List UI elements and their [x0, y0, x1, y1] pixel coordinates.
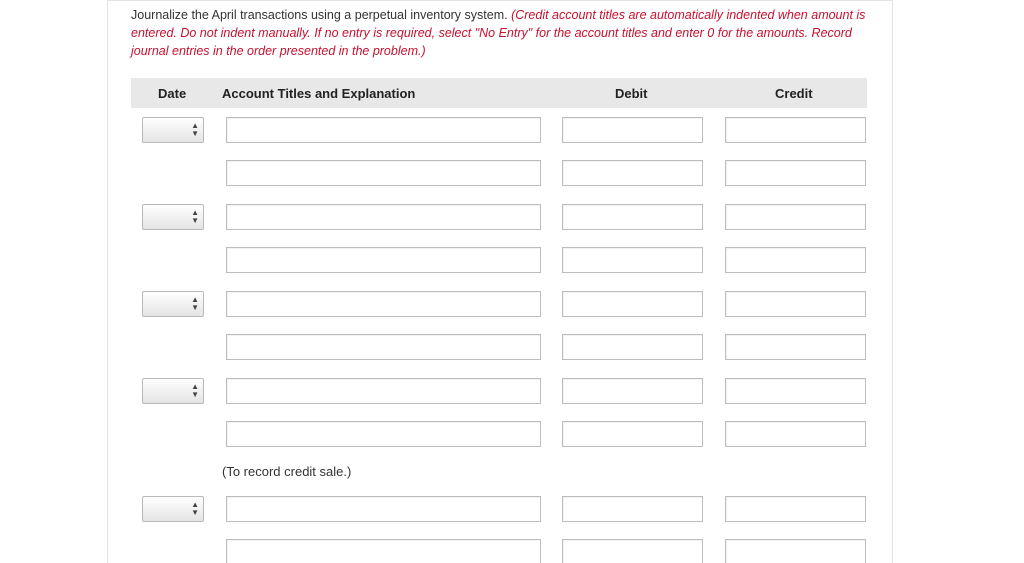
credit-field[interactable] — [725, 334, 866, 360]
debit-field[interactable] — [562, 378, 703, 404]
credit-field[interactable] — [725, 247, 866, 273]
entry-explanation: (To record credit sale.) — [222, 464, 352, 479]
date-select[interactable] — [142, 378, 204, 404]
updown-arrows-icon: ▲ ▼ — [191, 295, 199, 312]
account-field[interactable] — [226, 496, 541, 522]
credit-field[interactable] — [725, 496, 866, 522]
credit-field[interactable] — [725, 291, 866, 317]
debit-field[interactable] — [562, 496, 703, 522]
header-credit: Credit — [775, 86, 813, 101]
updown-arrows-icon: ▲ ▼ — [191, 500, 199, 517]
account-field[interactable] — [226, 204, 541, 230]
credit-field[interactable] — [725, 378, 866, 404]
account-field[interactable] — [226, 378, 541, 404]
date-select[interactable] — [142, 204, 204, 230]
credit-field[interactable] — [725, 160, 866, 186]
updown-arrows-icon: ▲ ▼ — [191, 121, 199, 138]
header-debit: Debit — [615, 86, 648, 101]
account-field[interactable] — [226, 421, 541, 447]
updown-arrows-icon: ▲ ▼ — [191, 208, 199, 225]
account-field[interactable] — [226, 247, 541, 273]
account-field[interactable] — [226, 291, 541, 317]
updown-arrows-icon: ▲ ▼ — [191, 382, 199, 399]
account-field[interactable] — [226, 539, 541, 563]
debit-field[interactable] — [562, 160, 703, 186]
header-date: Date — [158, 86, 187, 101]
date-select[interactable] — [142, 291, 204, 317]
date-select[interactable] — [142, 496, 204, 522]
account-field[interactable] — [226, 160, 541, 186]
credit-field[interactable] — [725, 204, 866, 230]
debit-field[interactable] — [562, 421, 703, 447]
table-header — [131, 78, 867, 108]
credit-field[interactable] — [725, 539, 866, 563]
header-account: Account Titles and Explanation — [222, 86, 416, 101]
instructions-plain: Journalize the April transactions using a perpetual inventory system. — [131, 8, 508, 22]
date-select[interactable] — [142, 117, 204, 143]
debit-field[interactable] — [562, 539, 703, 563]
instructions — [131, 6, 871, 60]
account-field[interactable] — [226, 334, 541, 360]
debit-field[interactable] — [562, 117, 703, 143]
credit-field[interactable] — [725, 117, 866, 143]
debit-field[interactable] — [562, 204, 703, 230]
account-field[interactable] — [226, 117, 541, 143]
debit-field[interactable] — [562, 247, 703, 273]
instructions-emphasis: (Credit account titles are automatically indented when amount is entered. Do not indent manually. If no entry is required, select "No Entry" for the account titles and enter 0 for the amounts. Record journal entries in the order presented in the problem.) — [131, 8, 866, 58]
credit-field[interactable] — [725, 421, 866, 447]
debit-field[interactable] — [562, 291, 703, 317]
debit-field[interactable] — [562, 334, 703, 360]
